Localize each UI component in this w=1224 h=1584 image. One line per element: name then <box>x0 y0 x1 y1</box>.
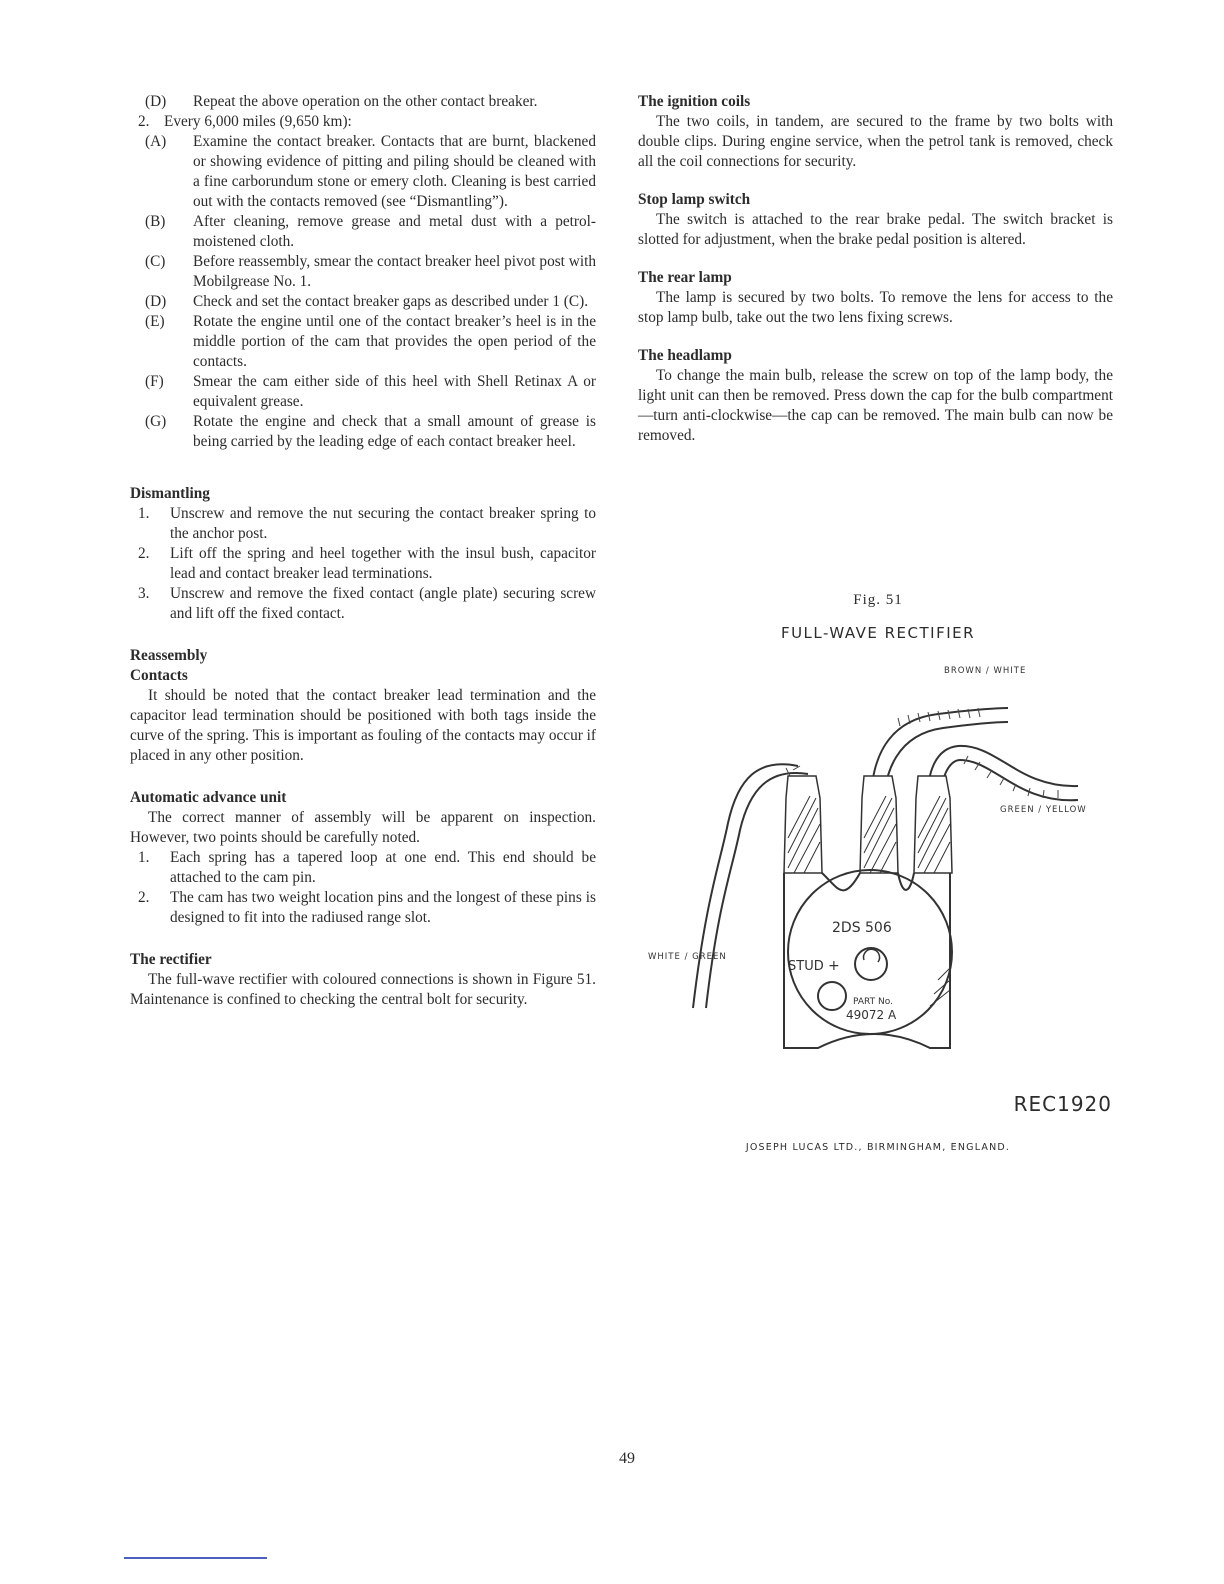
item-label: (B) <box>145 213 166 230</box>
item-text: Unscrew and remove the nut securing the contact breaker spring to the anchor post. <box>170 505 596 542</box>
manufacturer-line: JOSEPH LUCAS LTD., BIRMINGHAM, ENGLAND. <box>745 1142 1011 1153</box>
item-text: Repeat the above operation on the other contact breaker. <box>193 93 538 110</box>
wire-label-green-yellow: GREEN / YELLOW <box>1000 805 1087 815</box>
list-item <box>130 132 596 212</box>
item-label: 1. <box>138 505 150 522</box>
rectifier-heading: The rectifier <box>130 951 212 968</box>
advance-heading: Automatic advance unit <box>130 789 287 806</box>
item-text: Rotate the engine until one of the contact breaker’s heel is in the middle portion of the cam that provides the open period of the contacts. <box>193 313 596 370</box>
item-text: After cleaning, remove grease and metal dust with a petrol-moistened cloth. <box>193 213 596 250</box>
wire-label-brown-white: BROWN / WHITE <box>944 666 1027 676</box>
item-text: Every 6,000 miles (9,650 km): <box>164 113 352 130</box>
body-hatching <box>930 968 950 1006</box>
item-label: 2. <box>138 113 150 130</box>
headlamp-heading: The headlamp <box>638 347 732 364</box>
item-label: 2. <box>138 545 150 562</box>
stop-lamp-text: The switch is attached to the rear brake pedal. The switch bracket is slotted for adjustment, when the brake pedal position is altered. <box>638 211 1113 248</box>
item-label: (A) <box>145 133 167 150</box>
rear-lamp-heading: The rear lamp <box>638 269 732 286</box>
list-item <box>130 312 596 372</box>
left-column <box>130 92 596 1010</box>
item-text: Smear the cam either side of this heel with Shell Retinax A or equivalent grease. <box>193 373 596 410</box>
item-text: Rotate the engine and check that a small amount of grease is being carried by the leading edge of each contact breaker heel. <box>193 413 596 450</box>
reassembly-text: It should be noted that the contact breaker lead termination and the capacitor lead termination should be positioned with both tags inside the curve of the spring. This is important as fouling of the contacts may occur if placed in any other position. <box>130 687 596 764</box>
item-label: 2. <box>138 889 150 906</box>
item-label: (F) <box>145 373 164 390</box>
model-label: 2DS 506 <box>832 920 892 936</box>
ignition-coils-text: The two coils, in tandem, are secured to the frame by two bolts with double clips. During engine service, when the petrol tank is removed, check all the coil connections for security. <box>638 113 1113 170</box>
list-item <box>130 92 596 112</box>
list-item <box>130 412 596 452</box>
item-label: 3. <box>138 585 150 602</box>
right-column <box>638 92 1113 446</box>
item-label: (D) <box>145 293 167 310</box>
maintenance-list <box>130 92 596 452</box>
item-text: Lift off the spring and heel together with the insul bush, capacitor lead and contact breaker lead terminations. <box>170 545 596 582</box>
item-text: Examine the contact breaker. Contacts that are burnt, blackened or showing evidence of pitting and piling should be cleaned with a fine carborundum stone or emery cloth. Cleaning is best carried out with the contacts removed (see “Dismantling”). <box>193 133 596 210</box>
item-text: The cam has two weight location pins and the longest of these pins is designed to fit into the radiused range slot. <box>170 889 596 926</box>
item-text: Unscrew and remove the fixed contact (angle plate) securing screw and lift off the fixed contact. <box>170 585 596 622</box>
item-text: Before reassembly, smear the contact breaker heel pivot post with Mobilgrease No. 1. <box>193 253 596 290</box>
wire-label-white-green: WHITE / GREEN <box>648 952 727 962</box>
list-item <box>130 292 596 312</box>
headlamp-text: To change the main bulb, release the screw on top of the lamp body, the light unit can then be removed. Press down the cap for the bulb compartment—turn anti-clockwise—the cap can be removed. The main bulb can now be removed. <box>638 367 1113 444</box>
item-label: 1. <box>138 849 150 866</box>
list-item <box>130 112 596 132</box>
item-label: (G) <box>145 413 167 430</box>
figure-51 <box>638 588 1118 1168</box>
list-item <box>130 848 596 888</box>
advance-text: The correct manner of assembly will be apparent on inspection. However, two points should be carefully noted. <box>130 809 596 846</box>
contacts-subheading: Contacts <box>130 667 188 684</box>
list-item <box>130 504 596 544</box>
item-text: Each spring has a tapered loop at one end. This end should be attached to the cam pin. <box>170 849 596 886</box>
item-label: (E) <box>145 313 165 330</box>
plus-symbol: + <box>828 958 840 974</box>
rear-lamp-text: The lamp is secured by two bolts. To remove the lens for access to the stop lamp bulb, take out the two lens fixing screws. <box>638 289 1113 326</box>
reassembly-heading: Reassembly <box>130 647 208 664</box>
figure-reference: REC1920 <box>1013 1092 1112 1116</box>
list-item <box>130 372 596 412</box>
stop-lamp-heading: Stop lamp switch <box>638 191 751 208</box>
item-label: (D) <box>145 93 167 110</box>
list-item <box>130 888 596 928</box>
figure-number: Fig. 51 <box>853 592 903 608</box>
stud-label: STUD <box>788 959 824 974</box>
item-label: (C) <box>145 253 166 270</box>
ignition-coils-heading: The ignition coils <box>638 93 751 110</box>
part-label: PART No. <box>853 997 893 1007</box>
dismantling-heading: Dismantling <box>130 485 210 502</box>
item-text: Check and set the contact breaker gaps as described under 1 (C). <box>193 293 589 310</box>
figure-title: FULL-WAVE RECTIFIER <box>780 624 976 642</box>
part-number: 49072 A <box>846 1008 897 1022</box>
white-green-wire <box>693 764 798 1008</box>
list-item <box>130 544 596 584</box>
rectifier-diagram <box>638 648 1118 1068</box>
list-item <box>130 252 596 292</box>
page-number: 49 <box>619 1450 635 1467</box>
rectifier-text: The full-wave rectifier with coloured connections is shown in Figure 51. Maintenance is confined to checking the central bolt for security. <box>130 971 596 1008</box>
list-item <box>130 584 596 624</box>
list-item <box>130 212 596 252</box>
footer-rule <box>124 1557 267 1559</box>
